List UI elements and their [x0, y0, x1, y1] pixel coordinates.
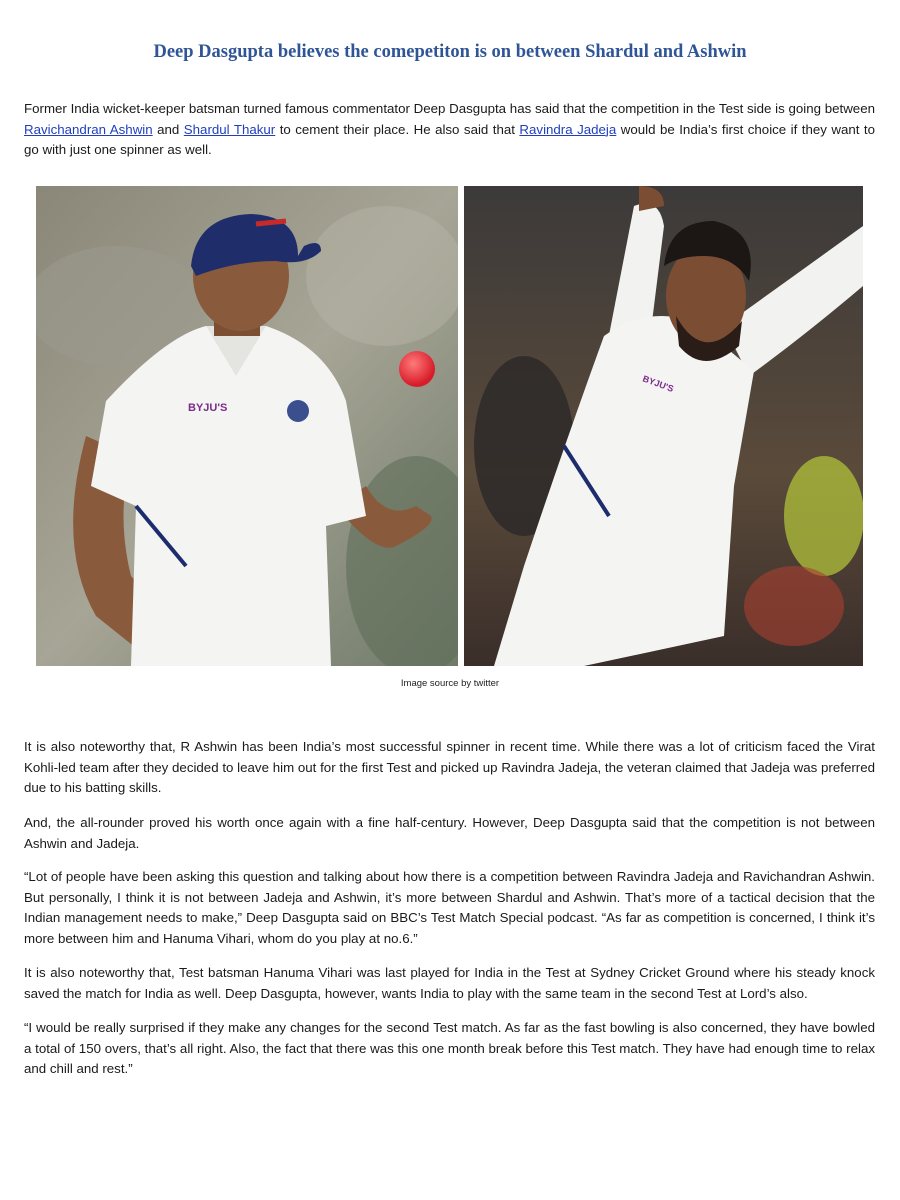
- body-paragraph-4: It is also noteworthy that, Test batsman Hanuma Vihari was last played for India in the Test at Sydney Cricket Ground where his steady knock saved the match for India as well. Deep Dasgupta, however, wants India to play with the same team in the second Test at Lord’s also.: [24, 965, 875, 1001]
- article-image: [36, 186, 863, 666]
- body-paragraph-1: It is also noteworthy that, R Ashwin has been India’s most successful spinner in recent time. While there was a lot of criticism faced the Virat Kohli-led team after they decided to leave him out for the first Test and picked up Ravindra Jadeja, the veteran claimed that Jadeja was preferred due to his batting skills.: [24, 739, 875, 796]
- byjus-logo-right: BYJU'S: [641, 373, 675, 394]
- link-ravichandran-ashwin[interactable]: Ravichandran Ashwin: [24, 121, 153, 137]
- body-paragraph-5: “I would be really surprised if they make any changes for the second Test match. As far as the fast bowling is also concerned, they have bowled a total of 150 overs, that’s all right. Also, the fact that there was this one month break before this Test match. They have had enough time to relax and chill and rest.”: [24, 1020, 875, 1077]
- intro-text-1: Former India wicket-keeper batsman turned famous commentator Deep Dasgupta has said that the competition in the Test side is going between: [24, 101, 875, 116]
- intro-text-4: would be India’s first choice if they want to go with just one spinner as well.: [24, 121, 876, 158]
- link-ravindra-jadeja[interactable]: Ravindra Jadeja: [519, 121, 617, 137]
- byjus-logo-left: BYJU'S: [188, 402, 228, 414]
- intro-paragraph: [24, 99, 875, 161]
- intro-text-3: to cement their place. He also said that: [275, 121, 520, 137]
- article-title: Deep Dasgupta believes the comepetiton is on between Shardul and Ashwin: [153, 42, 747, 62]
- intro-text-2: and: [152, 121, 184, 137]
- ashwin-photo: [36, 186, 458, 666]
- jadeja-photo: [464, 186, 863, 666]
- image-caption: Image source by twitter: [400, 678, 500, 689]
- link-shardul-thakur[interactable]: Shardul Thakur: [183, 121, 276, 137]
- body-paragraph-3: “Lot of people have been asking this question and talking about how there is a competition between Ravindra Jadeja and Ravichandran Ashwin. But personally, I think it is not between Jadeja and Ashwin, it’s more between Shardul and Ashwin. That’s more of a tactical decision that the Indian management needs to make,” Deep Dasgupta said on BBC’s Test Match Special podcast. “As far as competition is concerned, I think it’s more between him and Hanuma Vihari, whom do you play at no.6.”: [24, 869, 875, 946]
- body-paragraph-2: And, the all-rounder proved his worth once again with a fine half-century. However, Deep Dasgupta said that the competition is not between Ashwin and Jadeja.: [24, 815, 875, 851]
